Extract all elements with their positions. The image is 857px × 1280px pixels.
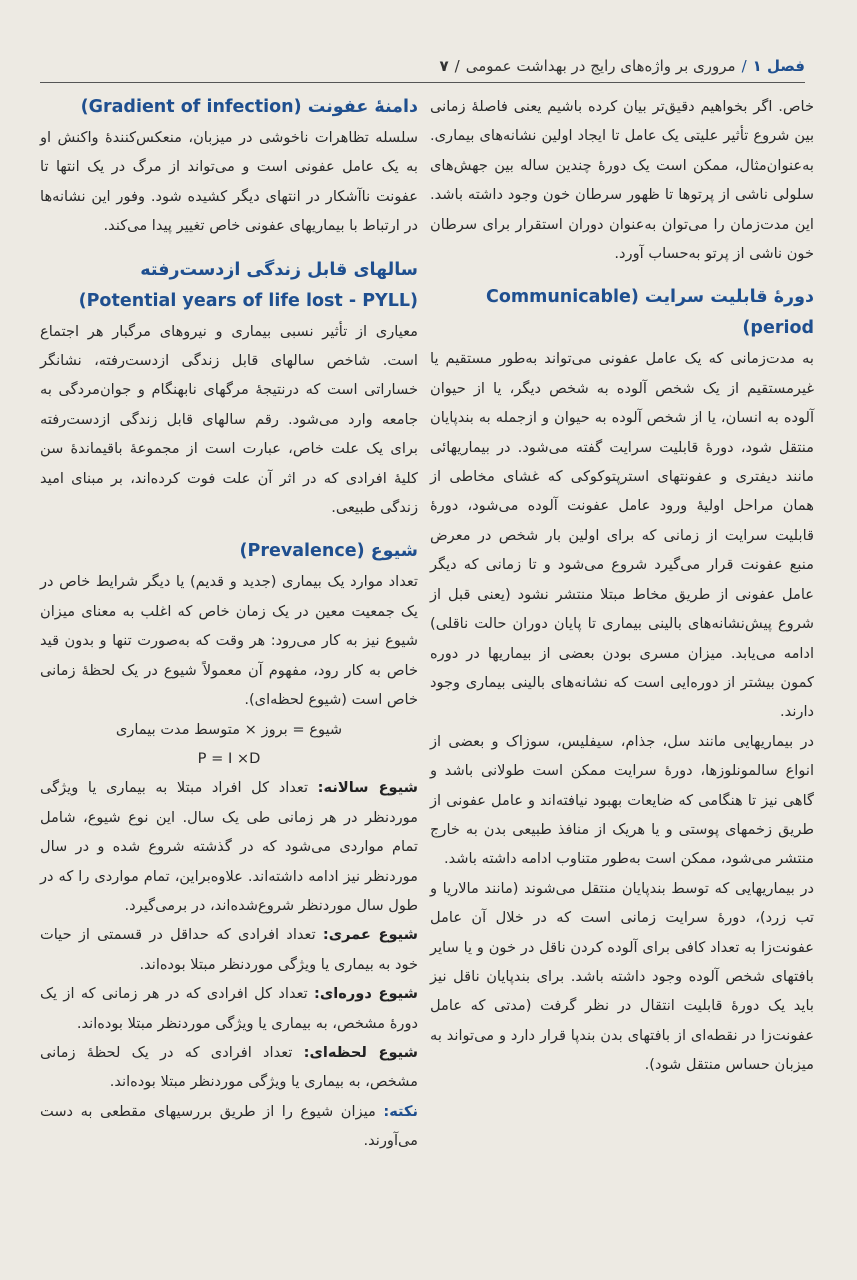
gradient-paragraph: سلسله تظاهرات ناخوشی در میزبان، منعکس‌کنندهٔ واکنش او به یک عامل عفونی است و می‌تواند از مرگ در یک انتها تا عفونت ناآشکار در انتهای دیگر کشیده شود. وفور این نشانه‌ها در ارتباط با بیماریهای عفونی خاص تغییر پیدا می‌کند. xyxy=(40,129,418,235)
pyll-heading: سالهای قابل زندگی ازدست‌رفته (Potential years of life lost - PYLL) xyxy=(78,259,418,311)
header-rule xyxy=(40,82,805,83)
note-text: میزان شیوع را از طریق بررسیهای مقطعی به دست می‌آورند. xyxy=(40,1102,418,1150)
communicable-paragraph-2: در بیماریهایی مانند سل، جذام، سیفلیس، سوزاک و بعضی از انواع سالمونلوزها، دورهٔ سرایت ممکن است طولانی باشد و گاهی نیز تا هنگامی که ضایعات بهبود نیافته‌اند و عامل عفونی از طریق زخمهای پوستی و یا هریک از منافذ طبیعی بدن به خارج منتشر می‌شود، ممکن است به‌طور متناوب ادامه داشته باشد. xyxy=(430,732,814,868)
period-prevalence-paragraph xyxy=(40,979,418,1038)
left-column xyxy=(40,92,418,1156)
point-prevalence-term: شیوع لحظه‌ای: xyxy=(303,1043,418,1061)
page-number-separator: / xyxy=(454,57,460,75)
chapter-slash: / xyxy=(741,57,747,75)
communicable-period-heading: دورهٔ قابلیت سرایت (Communicable period) xyxy=(486,287,814,339)
note-paragraph xyxy=(40,1097,418,1156)
lifetime-prevalence-term: شیوع عمری: xyxy=(322,926,418,944)
page-number: ۷ xyxy=(439,57,449,75)
note-term: نکته: xyxy=(383,1102,418,1120)
chapter-label: فصل ۱ xyxy=(752,57,805,75)
lifetime-prevalence-text: تعداد افرادی که حداقل در قسمتی از حیات خود به بیماری یا ویژگی موردنظر مبتلا بوده‌اند. xyxy=(40,926,418,973)
communicable-paragraph-3: در بیماریهایی که توسط بندپایان منتقل می‌شوند (مانند مالاریا و تب زرد)، دورهٔ سرایت زمانی است که در خلال آن عامل عفونت‌زا به تعداد کافی برای آلوده کردن ناقل در خون و یا سایر بافتهای شخص آلوده وجود داشته باشد. برای بندپایان ناقل نیز باید یک دورهٔ قابلیت انتقال در نظر گرفت (مدتی که عامل عفونت‌زا در نقطه‌ای از بافتهای بدن بندپا قرار دارد و می‌تواند به میزبان حساس منتقل شود). xyxy=(430,879,814,1074)
point-prevalence-paragraph xyxy=(40,1038,418,1097)
communicable-paragraph-1: به مدت‌زمانی که یک عامل عفونی می‌تواند به‌طور مستقیم یا غیرمستقیم از یک شخص آلوده به شخص دیگر، یا از حیوان آلوده به انسان، یا از شخص آلوده به حیوان و ازجمله به بندپایان منتقل شود، دورهٔ قابلیت سرایت گفته می‌شود. در بیماریهائی مانند دیفتری و عفونتهای استرپتوکوکی که غشای مخاطی از همان مراحل اولیهٔ ورود عامل عفونت آلوده می‌شود، دورهٔ قابلیت سرایت از زمانی که برای اولین بار شخص در معرض منبع عفونت قرار می‌گیرد شروع می‌شود و تا زمانی که دیگر عامل عفونی از طریق مخاط مبتلا منتشر نشود (یعنی قبل از شروع پیش‌نشانه‌های بالینی بیماری تا پایان دوران حالت ناقلی) ادامه می‌یابد. میزان مسری بودن بعضی از بیماریها در دوره کمون بیشتر از دوره‌ایی است که نشانه‌های بالینی بیماری وجود دارند. xyxy=(430,350,814,721)
period-prevalence-term: شیوع دوره‌ای: xyxy=(314,985,418,1003)
prevalence-formula-text: شیوع = بروز × متوسط مدت بیماری xyxy=(115,720,343,738)
annual-prevalence-term: شیوع سالانه: xyxy=(317,779,418,797)
pyll-paragraph: معیاری از تأثیر نسبی بیماری و نیروهای مرگبار هر اجتماع است. شاخص سالهای قابل زندگی ازدست‌رفته، نشانگر خساراتی است که درنتیجهٔ مرگهای نابهنگام و جوان‌مردگی به جامعه وارد می‌شود. رقم سالهای قابل زندگی ازدست‌رفته برای یک علت خاص، عبارت است از مجموعهٔ باقیماندهٔ سن کلیهٔ افرادی که در اثر آن علت فوت کرده‌اند، بر مبنای امید زندگی طبیعی. xyxy=(40,322,418,517)
right-column xyxy=(430,92,814,1080)
annual-prevalence-text: تعداد کل افراد مبتلا به بیماری یا ویژگی موردنظر در هر زمانی طی یک سال. این نوع شیوع، شامل تمام مواردی می‌شود که در گذشته شروع شده و در سال موردنظر نیز ادامه داشته‌اند. علاوه‌براین، تمام مواردی را که در طول سال موردنظر شروع‌شده‌اند، در برمی‌گیرد. xyxy=(40,779,418,914)
prevalence-heading: شیوع (Prevalence) xyxy=(239,541,418,562)
period-prevalence-text: تعداد کل افرادی که در هر زمانی که از یک دورهٔ مشخص، به بیماری یا ویژگی موردنظر مبتلا بوده‌اند. xyxy=(40,985,418,1032)
lifetime-prevalence-paragraph xyxy=(40,920,418,979)
gradient-of-infection-heading: دامنهٔ عفونت (Gradient of infection) xyxy=(80,97,418,117)
chapter-title: مروری بر واژه‌های رایج در بهداشت عمومی xyxy=(465,57,736,75)
page-header xyxy=(40,52,805,80)
prevalence-formula-symbolic: P = I ×D xyxy=(197,749,261,767)
incubation-continuation-paragraph: خاص. اگر بخواهیم دقیق‌تر بیان کرده باشیم یعنی فاصلهٔ زمانی بین شروع تأثیر علیتی یک عامل تا ایجاد اولین نشانه‌های بیماری. به‌عنوان‌مثال، ممکن است یک دورهٔ چندین ساله بین جهش‌های سلولی ناشی از پرتوها تا ظهور سرطان خون وجود داشته باشد. این مدت‌زمان را می‌توان به‌عنوان دوران استقرار برای سرطان خون ناشی از پرتو به‌حساب آورد. xyxy=(430,98,814,263)
point-prevalence-text: تعداد افرادی که در یک لحظهٔ زمانی مشخص، به بیماری یا ویژگی موردنظر مبتلا بوده‌اند. xyxy=(40,1043,418,1091)
prevalence-paragraph: تعداد موارد یک بیماری (جدید و قدیم) یا دیگر شرایط خاص در یک جمعیت معین در یک زمان خاص که اغلب به معنای میزان شیوع نیز به کار می‌رود: هر وقت که به‌صورت تنها و بدون قید خاص به کار رود، مفهوم آن معمولاً شیوع در یک لحظهٔ زمانی خاص است (شیوع لحظه‌ای). xyxy=(40,573,418,709)
annual-prevalence-paragraph xyxy=(40,773,418,920)
